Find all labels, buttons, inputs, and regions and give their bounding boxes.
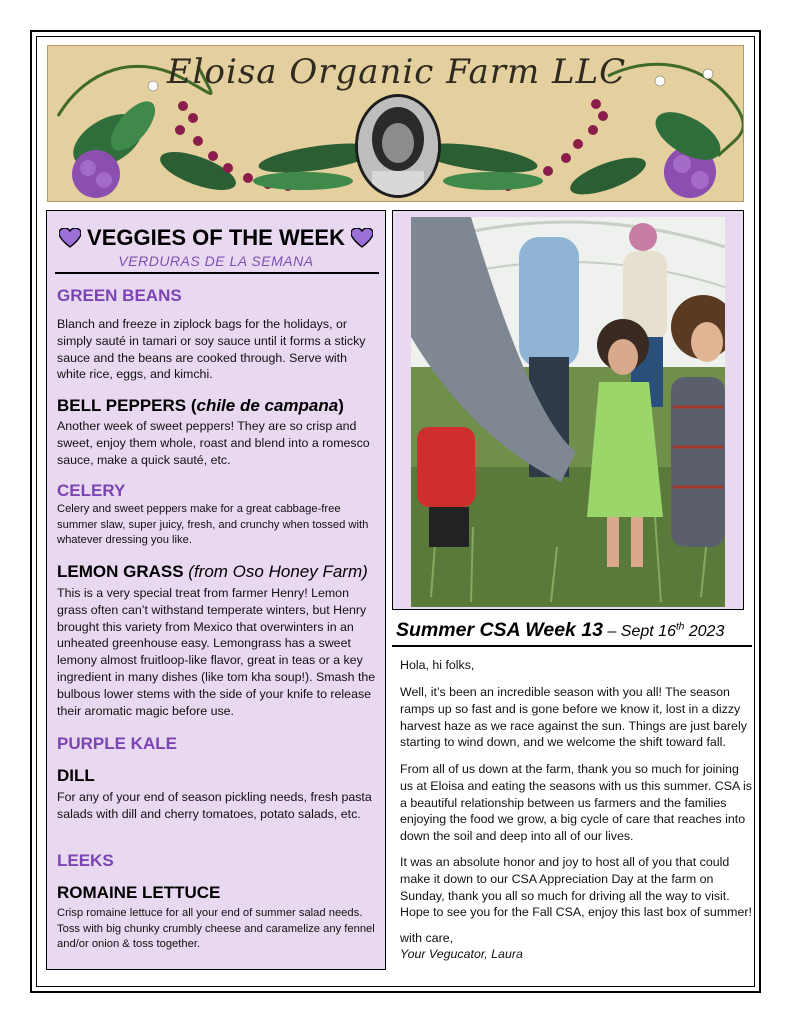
veggie-name-celery: CELERY xyxy=(57,481,126,500)
newsletter-date-sup: th xyxy=(675,621,685,633)
veggies-heading xyxy=(57,225,375,251)
veggie-name-text: LEMON GRASS xyxy=(57,562,184,581)
veggie-name-note: chile de campana xyxy=(196,396,339,415)
veggie-desc-bell-peppers: Another week of sweet peppers! They are so crisp and sweet, enjoy them whole, roast and blend into a romesco sauce, make a quick sauté, etc. xyxy=(57,419,370,467)
veggies-subheading: VERDURAS DE LA SEMANA xyxy=(118,253,314,269)
portrait-photo xyxy=(355,94,441,198)
veggie-desc-dill: For any of your end of season pickling needs, fresh pasta salads with dill and cherry tomatoes, potato salads, etc. xyxy=(57,790,372,821)
veggies-heading-text: VEGGIES OF THE WEEK xyxy=(87,225,345,250)
farm-name: Eloisa Organic Farm LLC xyxy=(166,52,627,92)
veggie-name-close: ) xyxy=(338,396,344,415)
veggie-desc-celery: Celery and sweet peppers make for a great cabbage-free summer slaw, super juicy, fresh, and crunchy when tossed with whatever dressing you like. xyxy=(57,503,369,547)
newsletter-date-suffix: 2023 xyxy=(684,623,725,640)
divider xyxy=(392,645,752,647)
heart-icon xyxy=(351,228,373,248)
newsletter-paragraph-3: It was an absolute honor and joy to host all of you that could make it down to our CSA Appreciation Day at the farm on Sunday, thank you all so much for driving all the way to visit. Hope to see you for the Fall CSA, enjoy this last box of summer! xyxy=(400,855,752,920)
newsletter-paragraph-2: From all of us down at the farm, thank you so much for joining us at Eloisa and eating the seasons with us this summer. CSA is a beautiful relationship between us farmers and the families enjoying the food we grow, a big cycle of care that reaches into down the soil and deep into all of our lives. xyxy=(400,762,752,844)
veggie-name-leeks: LEEKS xyxy=(57,851,114,870)
farm-photo xyxy=(411,217,725,607)
newsletter-signoff: with care, xyxy=(400,931,454,945)
veggie-name-purple-kale: PURPLE KALE xyxy=(57,734,177,753)
farm-banner xyxy=(47,45,744,202)
veggie-name-romaine: ROMAINE LETTUCE xyxy=(57,883,221,902)
divider xyxy=(55,272,379,274)
newsletter-date xyxy=(603,623,724,640)
newsletter-date-prefix: – Sept 16 xyxy=(603,623,676,640)
newsletter-paragraph-1: Well, it’s been an incredible season with you all! The season ramps up so fast and is gone before we know it, lost in a dizzy harvest haze as we race against the sun. Things are just barely starting to wind down, and we welcome the shift toward fall. xyxy=(400,685,747,750)
veggie-name-lemon-grass xyxy=(57,562,368,582)
newsletter-title xyxy=(396,619,724,642)
veggies-panel xyxy=(46,210,386,970)
farm-photo-image xyxy=(411,217,725,607)
newsletter-signature: Your Vegucator, Laura xyxy=(400,947,523,961)
veggie-name-green-beans: GREEN BEANS xyxy=(57,286,182,305)
veggie-name-text: BELL PEPPERS ( xyxy=(57,396,197,415)
veggie-desc-green-beans: Blanch and freeze in ziplock bags for the holidays, or simply sauté in tamari or soy sauce until it forms a sticky sauce and the beans are cooked through. Serve with white rice, eggs, and kimchi. xyxy=(57,317,366,382)
veggie-name-dill: DILL xyxy=(57,766,95,785)
veggie-name-bell-peppers xyxy=(57,396,344,416)
newsletter-title-text: Summer CSA Week 13 xyxy=(396,619,604,641)
portrait-image xyxy=(358,97,438,195)
veggie-desc-lemon-grass: This is a very special treat from farmer Henry! Lemon grass often can’t withstand temperate winters, but Henry brought this variety from Mexico that overwinters in an unheated greenhouse easy. Lemongrass has a sweet lemony almost fruitloop-like flavor, great in teas or a key ingredient in many dishes (like tom kha soup!). Smash the bulbous lower stems with the side of your knife to release their aromatic magic before use. xyxy=(57,586,376,718)
photo-panel xyxy=(392,210,744,610)
veggie-name-note: (from Oso Honey Farm) xyxy=(188,562,368,581)
newsletter-greeting: Hola, hi folks, xyxy=(400,658,475,672)
heart-icon xyxy=(59,228,81,248)
veggie-desc-romaine: Crisp romaine lettuce for all your end of summer salad needs. Toss with big chunky crumbly cheese and caramelize any fennel and/or onion & toss together. xyxy=(57,907,375,951)
